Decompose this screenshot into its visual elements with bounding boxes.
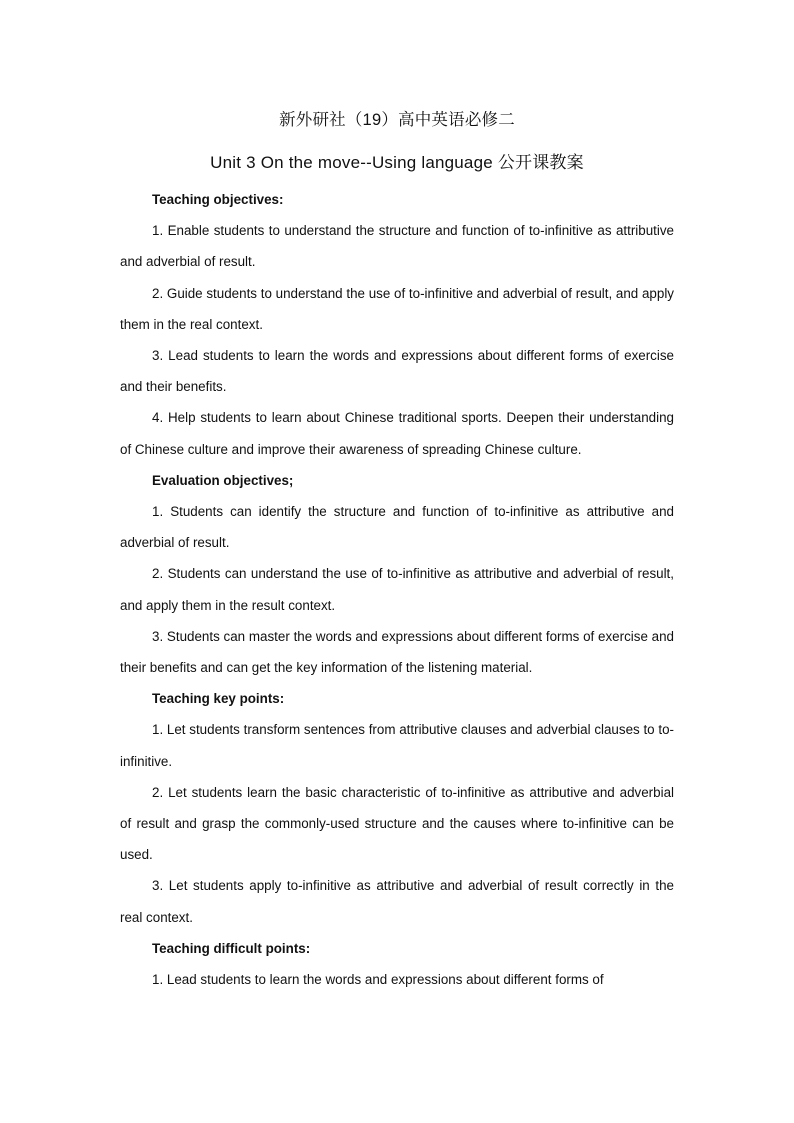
section-heading-evaluation-objectives: Evaluation objectives;	[152, 472, 294, 488]
list-item: 1. Enable students to understand the structure and function of to-infinitive as attributive and adverbial of result.	[120, 223, 674, 270]
list-item: 2. Let students learn the basic characteristic of to-infinitive as attributive and adverbial of result and grasp the commonly-used structure and the causes where to-infinitive can be used.	[120, 784, 674, 863]
document-title: 新外研社（19）高中英语必修二	[279, 111, 515, 129]
section-heading-difficult-points: Teaching difficult points:	[152, 940, 311, 956]
list-item: 4. Help students to learn about Chinese traditional sports. Deepen their understanding of Chinese culture and improve their awareness of spreading Chinese culture.	[120, 410, 674, 457]
list-item: 1. Lead students to learn the words and expressions about different forms of	[152, 972, 604, 988]
list-item: 2. Guide students to understand the use of to-infinitive and adverbial of result, and apply them in the real context.	[120, 285, 674, 332]
list-item: 3. Students can master the words and expressions about different forms of exercise and their benefits and can get the key information of the listening material.	[120, 628, 674, 676]
section-heading-teaching-objectives: Teaching objectives:	[152, 192, 284, 207]
document-subtitle: Unit 3 On the move--Using language 公开课教案	[210, 153, 584, 172]
list-item: 3. Lead students to learn the words and expressions about different forms of exercise and their benefits.	[120, 348, 674, 395]
list-item: 1. Let students transform sentences from attributive clauses and adverbial clauses to to-infinitive.	[120, 722, 674, 769]
list-item: 3. Let students apply to-infinitive as attributive and adverbial of result correctly in the real context.	[120, 878, 674, 925]
document-body	[120, 184, 674, 995]
list-item: 2. Students can understand the use of to-infinitive as attributive and adverbial of result, and apply them in the result context.	[120, 566, 674, 613]
section-heading-key-points: Teaching key points:	[152, 691, 285, 707]
list-item: 1. Students can identify the structure and function of to-infinitive as attributive and adverbial of result.	[120, 504, 674, 551]
